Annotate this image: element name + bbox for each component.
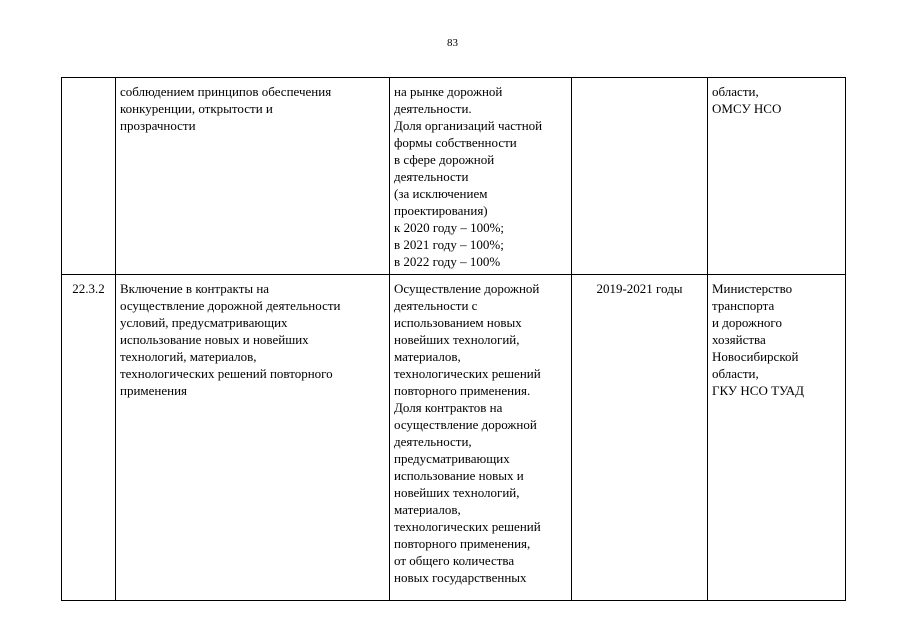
period-text: 2019-2021 годы (596, 281, 683, 296)
text-line: деятельности (394, 169, 469, 184)
text-line: осуществление дорожной деятельности (120, 298, 341, 313)
text-line: материалов, (394, 502, 461, 517)
text-line: прозрачности (120, 118, 196, 133)
indicator-text (394, 83, 567, 270)
text-line: к 2020 году – 100%; (394, 220, 505, 235)
text-line: области, (712, 84, 759, 99)
table-row (62, 275, 846, 601)
text-line: формы собственности (394, 135, 517, 150)
cell-responsible (708, 78, 846, 275)
cell-number (62, 78, 116, 275)
text-line: Доля организаций частной (394, 118, 543, 133)
cell-measure (116, 275, 390, 601)
cell-responsible (708, 275, 846, 601)
text-line: на рынке дорожной (394, 84, 503, 99)
text-line: соблюдением принципов обеспечения (120, 84, 332, 99)
responsible-text (712, 280, 841, 399)
text-line: использование новых и (394, 468, 524, 483)
page-number: 83 (447, 37, 458, 49)
text-line: использование новых и новейших (120, 332, 309, 347)
text-line: технологий, материалов, (120, 349, 257, 364)
cell-measure (116, 78, 390, 275)
text-line: проектирования) (394, 203, 488, 218)
text-line: транспорта (712, 298, 775, 313)
text-line: и дорожного (712, 315, 782, 330)
text-line: Осуществление дорожной (394, 281, 540, 296)
text-line: от общего количества (394, 553, 515, 568)
indicator-text (394, 280, 567, 586)
text-line: в 2022 году – 100% (394, 254, 501, 269)
text-line: новейших технологий, (394, 332, 520, 347)
text-line: Включение в контракты на (120, 281, 270, 296)
measure-text (120, 280, 385, 399)
text-line: Новосибирской (712, 349, 799, 364)
text-line: области, (712, 366, 759, 381)
text-line: осуществление дорожной (394, 417, 537, 432)
text-line: предусматривающих (394, 451, 510, 466)
text-line: Министерство (712, 281, 793, 296)
text-line: условий, предусматривающих (120, 315, 288, 330)
text-line: повторного применения. (394, 383, 531, 398)
text-line: деятельности с (394, 298, 478, 313)
text-line: в сфере дорожной (394, 152, 495, 167)
text-line: новейших технологий, (394, 485, 520, 500)
text-line: ГКУ НСО ТУАД (712, 383, 804, 398)
cell-indicator (390, 78, 572, 275)
text-line: (за исключением (394, 186, 488, 201)
text-line: деятельности. (394, 101, 472, 116)
text-line: ОМСУ НСО (712, 101, 782, 116)
text-line: новых государственных (394, 570, 527, 585)
text-line: конкуренции, открытости и (120, 101, 273, 116)
text-line: повторного применения, (394, 536, 531, 551)
measure-text (120, 83, 385, 134)
item-number: 22.3.2 (72, 281, 105, 296)
table-row (62, 78, 846, 275)
text-line: технологических решений (394, 519, 541, 534)
responsible-text (712, 83, 841, 117)
text-line: применения (120, 383, 188, 398)
measures-table (61, 77, 846, 601)
text-line: деятельности, (394, 434, 472, 449)
text-line: технологических решений (394, 366, 541, 381)
text-line: использованием новых (394, 315, 522, 330)
text-line: в 2021 году – 100%; (394, 237, 504, 252)
cell-period (572, 78, 708, 275)
cell-indicator (390, 275, 572, 601)
text-line: технологических решений повторного (120, 366, 333, 381)
cell-period (572, 275, 708, 601)
text-line: хозяйства (712, 332, 766, 347)
cell-number (62, 275, 116, 601)
text-line: материалов, (394, 349, 461, 364)
text-line: Доля контрактов на (394, 400, 503, 415)
